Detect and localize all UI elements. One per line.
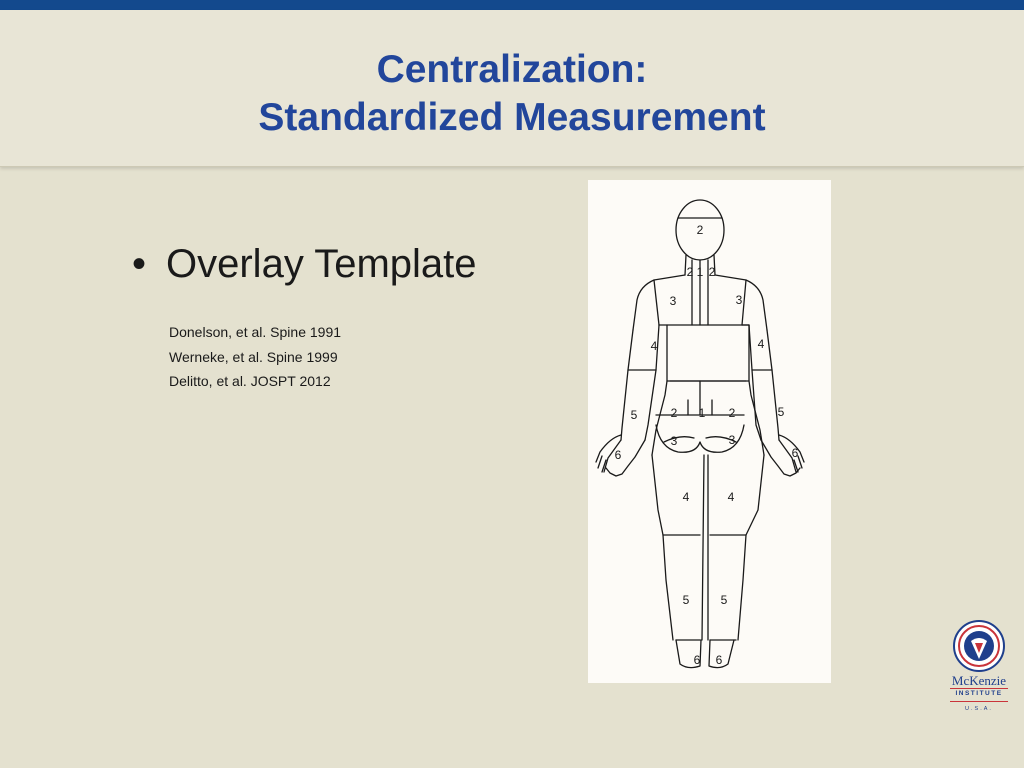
logo-institute: INSTITUTE	[955, 690, 1003, 697]
logo-name: McKenzie	[951, 673, 1007, 688]
reference-list	[169, 320, 341, 394]
mckenzie-institute-logo	[944, 619, 1014, 719]
zone-label: 5	[682, 593, 690, 607]
zone-label: 2	[686, 265, 694, 279]
zone-label: 4	[757, 337, 765, 351]
title-line-1: Centralization:	[376, 48, 648, 91]
zone-label: 6	[614, 448, 622, 462]
bullet-item	[132, 240, 477, 288]
bullet-dot-icon: •	[132, 242, 147, 286]
zone-label: 6	[715, 653, 723, 667]
zone-label: 4	[727, 490, 735, 504]
reference-item: Delitto, et al. JOSPT 2012	[169, 373, 331, 389]
body-chart-figure	[588, 180, 831, 683]
zone-label: 3	[735, 293, 743, 307]
body-outline-diagram	[588, 180, 831, 683]
zone-label: 1	[696, 265, 704, 279]
zone-label: 2	[708, 265, 716, 279]
reference-item: Donelson, et al. Spine 1991	[169, 324, 342, 340]
logo-divider	[950, 701, 1008, 702]
slide-title	[0, 46, 1024, 142]
bullet-text: Overlay Template	[166, 242, 477, 286]
zone-label: 1	[698, 406, 706, 420]
zone-label: 3	[669, 294, 677, 308]
logo-divider	[950, 688, 1008, 689]
zone-label: 3	[670, 434, 678, 448]
zone-label: 2	[670, 406, 678, 420]
zone-label: 2	[728, 406, 736, 420]
institute-seal-icon	[944, 619, 1014, 673]
zone-label: 4	[650, 339, 658, 353]
zone-label: 2	[696, 223, 704, 237]
zone-label: 5	[720, 593, 728, 607]
reference-item: Werneke, et al. Spine 1999	[169, 348, 338, 365]
zone-label: 4	[682, 490, 690, 504]
logo-country: U.S.A.	[965, 706, 993, 712]
title-line-2: Standardized Measurement	[258, 96, 766, 139]
zone-label: 6	[791, 446, 799, 460]
zone-label: 3	[728, 433, 736, 447]
zone-label: 5	[777, 405, 785, 419]
zone-label: 6	[693, 653, 701, 667]
zone-label: 5	[630, 408, 638, 422]
top-rule	[0, 0, 1024, 10]
